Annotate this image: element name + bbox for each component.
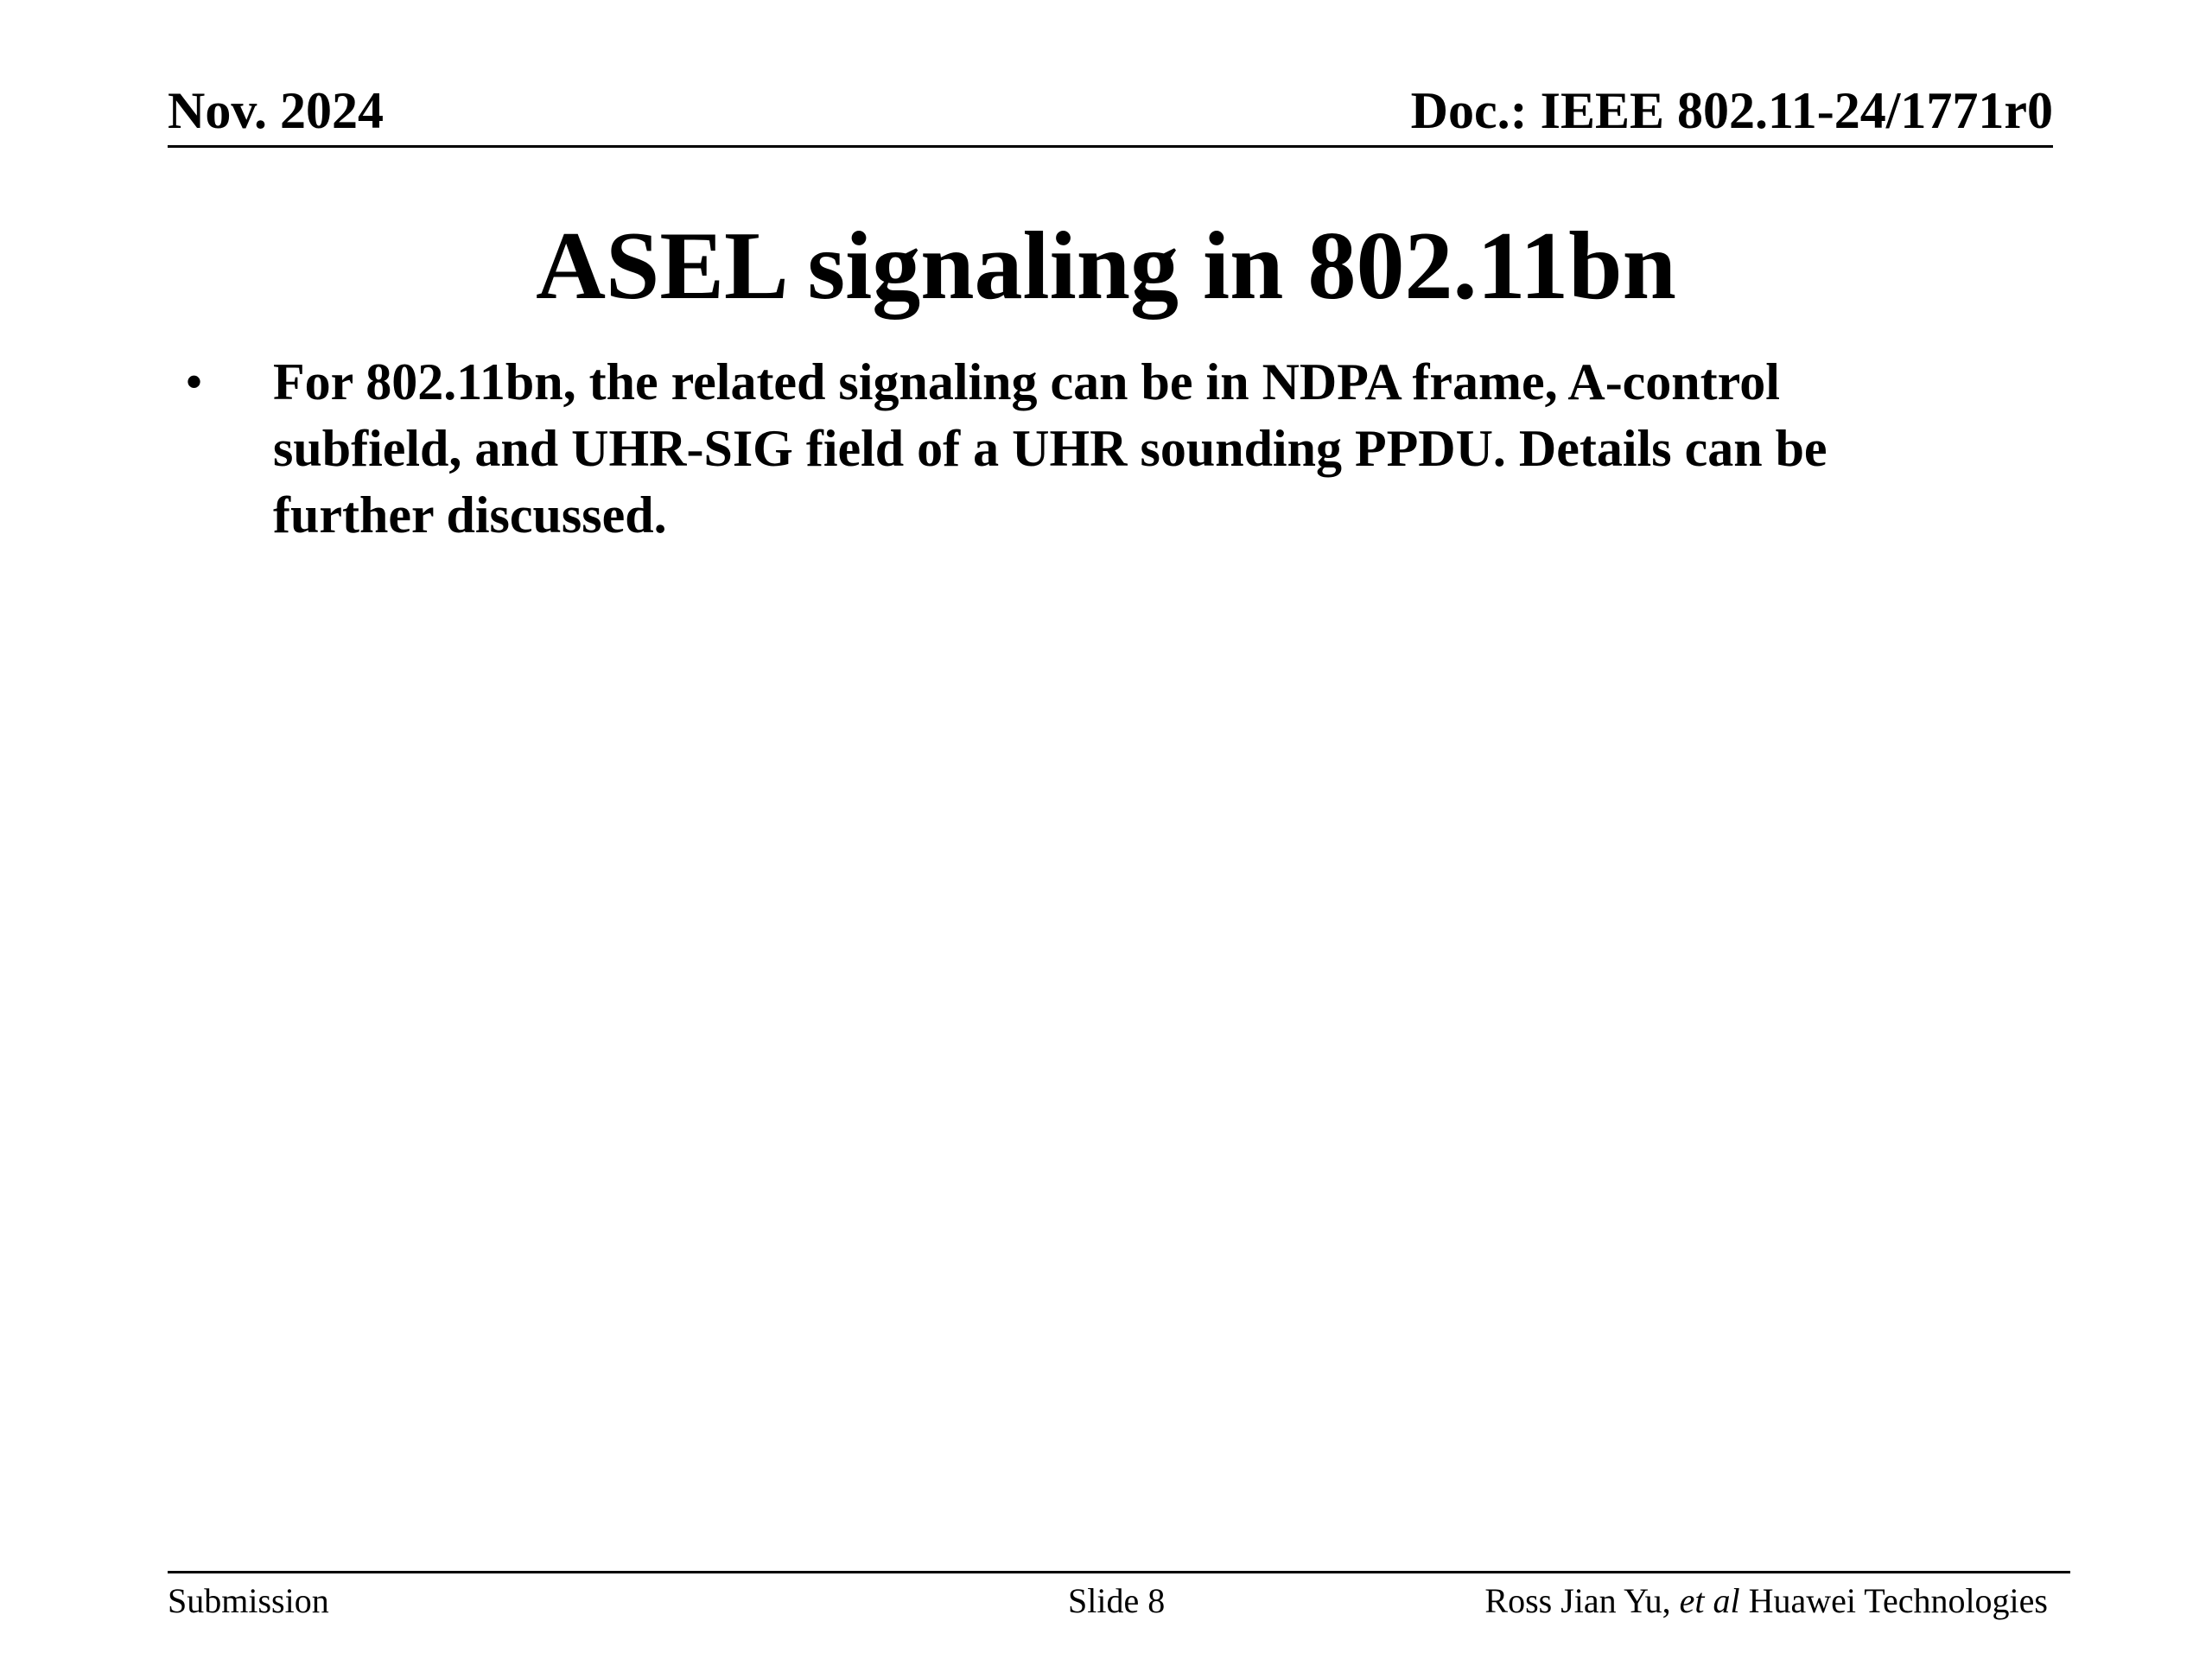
footer-author <box>1484 1580 2048 1623</box>
bullet-text: For 802.11bn, the related signaling can be in NDPA frame, A-control subfield, and UHR-SIG field of a UHR sounding PPDU. Details can be further discussed. <box>273 353 1827 543</box>
footer-author-name: Ross Jian Yu, <box>1484 1581 1680 1620</box>
slide-title: ASEL signaling in 802.11bn <box>536 213 1676 320</box>
bullet-list <box>173 349 1953 549</box>
bullet-item <box>173 349 1953 549</box>
header-divider <box>168 145 2053 148</box>
header-doc-id: Doc.: IEEE 802.11-24/1771r0 <box>1410 82 2053 139</box>
footer-divider <box>168 1571 2070 1573</box>
bullet-marker: • <box>185 353 204 410</box>
header-date: Nov. 2024 <box>168 82 385 139</box>
footer-slide-number: Slide 8 <box>1068 1581 1166 1620</box>
footer-et-al: et al <box>1679 1581 1740 1620</box>
footer-company: Huawei Technologies <box>1739 1581 2048 1620</box>
footer-submission: Submission <box>168 1581 329 1620</box>
